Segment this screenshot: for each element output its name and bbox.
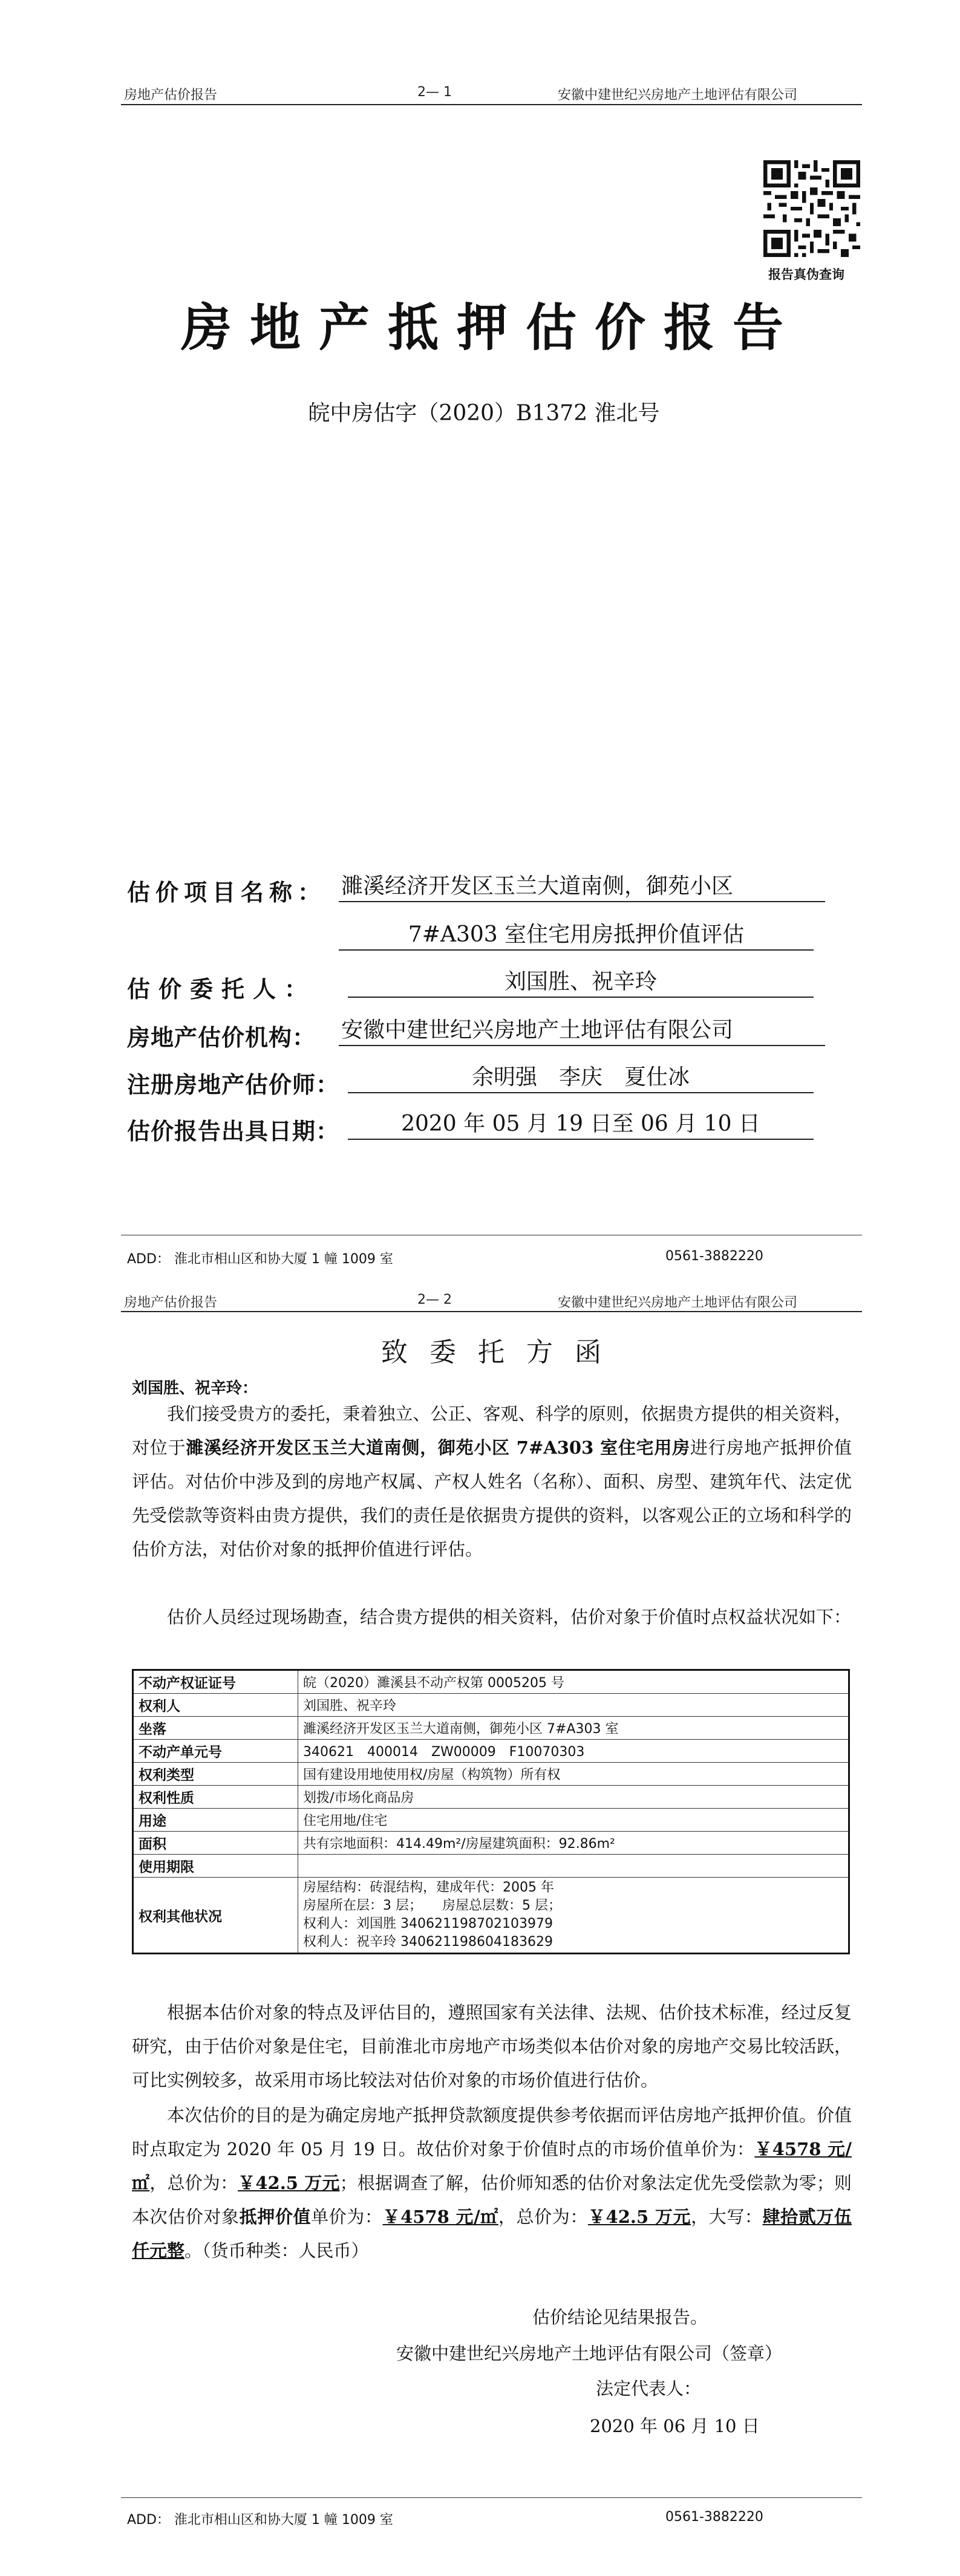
mortgage-value-label: 抵押价值: [239, 2207, 312, 2227]
table-value: 住宅用地/住宅: [298, 1809, 849, 1832]
signature-representative: 法定代表人：: [596, 2378, 702, 2399]
mortgage-unit-price: ￥4578 元/㎡: [382, 2207, 498, 2227]
client-label: 估价委托人：: [127, 976, 316, 1003]
letter-salutation: 刘国胜、祝辛玲：: [132, 1379, 258, 1397]
table-key: 用途: [133, 1809, 298, 1832]
table-row: [133, 1670, 849, 1694]
agency-label: 房地产估价机构：: [127, 1024, 316, 1051]
table-row: [133, 1763, 849, 1786]
letter-paragraph-3: [132, 1995, 852, 2097]
p4-text-b: ，总价为：: [149, 2173, 238, 2193]
report-number: 皖中房估字（2020）B1372 淮北号: [308, 401, 660, 426]
report-date-label: 估价报告出具日期：: [127, 1118, 340, 1145]
table-value: 濉溪经济开发区玉兰大道南侧，御苑小区 7#A303 室: [298, 1717, 849, 1740]
footer-address: ADD： 淮北市相山区和协大厦 1 幢 1009 室: [127, 1252, 393, 1267]
table-value: 共有宗地面积：414.49m²/房屋建筑面积：92.86m²: [298, 1832, 849, 1855]
footer-phone: 0561-3882220: [665, 1249, 763, 1264]
table-key: 面积: [133, 1832, 298, 1855]
table-row: [133, 1717, 849, 1740]
conclusion-note: 估价结论见结果报告。: [532, 2307, 708, 2327]
report-date-value: 2020 年 05 月 19 日至 06 月 10 日: [348, 1110, 814, 1140]
table-value: 340621 400014 ZW00009 F10070303: [298, 1740, 849, 1763]
appraisers-label: 注册房地产估价师：: [127, 1072, 340, 1098]
table-key: 权利性质: [133, 1786, 298, 1809]
letter-paragraph-2: [132, 1600, 852, 1634]
p4-text-h: 。（货币种类：人民币）: [184, 2240, 369, 2261]
table-key: 权利人: [133, 1694, 298, 1717]
other-status-line: 房屋结构：砖混结构，建成年代：2005 年: [303, 1880, 554, 1895]
project-name-line-1: 濉溪经济开发区玉兰大道南侧，御苑小区: [339, 872, 825, 902]
table-row: [133, 1786, 849, 1809]
report-title: 房地产抵押估价报告: [180, 298, 802, 357]
letter-paragraph-4: [132, 2098, 852, 2268]
qr-code-icon[interactable]: [763, 160, 860, 257]
table-value: 划拨/市场化商品房: [298, 1786, 849, 1809]
table-value: 国有建设用地使用权/房屋（构筑物）所有权: [298, 1763, 849, 1786]
rights-table: [132, 1669, 850, 1954]
table-row: [133, 1694, 849, 1717]
amount-in-words: 肆拾贰万伍仟元整: [132, 2207, 852, 2261]
mortgage-total-price: ￥42.5 万元: [587, 2207, 691, 2227]
p4-text-f: ，总价为：: [498, 2207, 588, 2227]
project-name-line-2: 7#A303 室住宅用房抵押价值评估: [339, 920, 814, 951]
table-key: 权利其他状况: [133, 1878, 298, 1954]
header-right: 安徽中建世纪兴房地产土地评估有限公司: [558, 88, 798, 103]
p3-text: 根据本估价对象的特点及评估目的，遵照国家有关法律、法规、估价技术标准，经过反复研究，由于估价对象是住宅，目前淮北市房地产市场类似本估价对象的房地产交易比较活跃，可比实例较多，故采用市场比较法对估价对象的市场价值进行估价。: [132, 2002, 852, 2090]
header-right: 安徽中建世纪兴房地产土地评估有限公司: [558, 1295, 798, 1310]
p4-text-g: ，大写：: [691, 2207, 763, 2227]
p4-text-c: ；根据调查了解，估价师知悉的估价对象法定优先受偿款为零；则本次估价对象: [132, 2173, 852, 2227]
header-page-number: 2— 1: [417, 85, 452, 100]
agency-value: 安徽中建世纪兴房地产土地评估有限公司: [339, 1016, 825, 1046]
table-key: 使用期限: [133, 1855, 298, 1878]
header-page-number: 2— 2: [417, 1292, 452, 1307]
header-rule: [121, 104, 862, 105]
client-value: 刘国胜、祝辛玲: [348, 968, 814, 998]
table-row: [133, 1855, 849, 1878]
market-unit-price: ￥4578 元/㎡: [132, 2139, 852, 2193]
market-total-price: ￥42.5 万元: [238, 2173, 340, 2193]
p1-text-a: 我们接受贵方的委托，秉着独立、公正、客观、科学的原则，依据贵方提供的相关资料，对位于: [132, 1403, 852, 1458]
table-value: 皖（2020）濉溪县不动产权第 0005205 号: [298, 1670, 849, 1694]
table-row: [133, 1809, 849, 1832]
appraisers-value: 余明强 李庆 夏仕冰: [348, 1063, 814, 1093]
header-left: 房地产估价报告: [124, 88, 218, 103]
p4-text-e: 单价为：: [311, 2207, 383, 2227]
other-status-line: 房屋所在层：3 层； 房屋总层数：5 层；: [303, 1898, 561, 1913]
table-row: [133, 1740, 849, 1763]
table-key: 不动产单元号: [133, 1740, 298, 1763]
footer-address: ADD： 淮北市相山区和协大厦 1 幢 1009 室: [127, 2513, 393, 2528]
table-value: [298, 1878, 849, 1954]
table-row: [133, 1878, 849, 1954]
p2-text: 估价人员经过现场勘查，结合贵方提供的相关资料，估价对象于价值时点权益状况如下：: [167, 1607, 852, 1627]
project-name-label: 估价项目名称：: [127, 879, 327, 906]
signature-company: 安徽中建世纪兴房地产土地评估有限公司（签章）: [396, 2343, 783, 2364]
p4-text-a: 本次估价的目的是为确定房地产抵押贷款额度提供参考依据而评估房地产抵押价值。价值时点取定为 2020 年 05 月 19 日。故估价对象于价值时点的市场价值单价为：: [132, 2105, 852, 2159]
footer-phone: 0561-3882220: [665, 2509, 763, 2525]
table-value: [298, 1855, 849, 1878]
other-status-line: 权利人：刘国胜 340621198702103979: [303, 1916, 553, 1931]
table-key: 不动产权证证号: [133, 1670, 298, 1694]
other-status-line: 权利人：祝辛玲 340621198604183629: [303, 1934, 553, 1950]
footer-rule: [121, 2497, 862, 2498]
header-left: 房地产估价报告: [124, 1295, 218, 1310]
qr-caption: 报告真伪查询: [768, 267, 844, 282]
table-value: 刘国胜、祝辛玲: [298, 1694, 849, 1717]
table-key: 坐落: [133, 1717, 298, 1740]
header-rule: [121, 1311, 862, 1312]
property-location: 濉溪经济开发区玉兰大道南侧，御苑小区 7#A303 室住宅用房: [186, 1437, 690, 1458]
letter-paragraph-1: [132, 1397, 852, 1566]
table-key: 权利类型: [133, 1763, 298, 1786]
table-row: [133, 1832, 849, 1855]
signature-date: 2020 年 06 月 10 日: [590, 2416, 760, 2436]
letter-title: 致委托方函: [381, 1337, 623, 1368]
p1-text-c: 进行房地产抵押价值评估。对估价中涉及到的房地产权属、产权人姓名（名称）、面积、房型、建筑年代、法定优先受偿款等资料由贵方提供，我们的责任是依据贵方提供的资料，以客观公正的立场和科学的估价方法，对估价对象的抵押价值进行评估。: [132, 1437, 852, 1560]
